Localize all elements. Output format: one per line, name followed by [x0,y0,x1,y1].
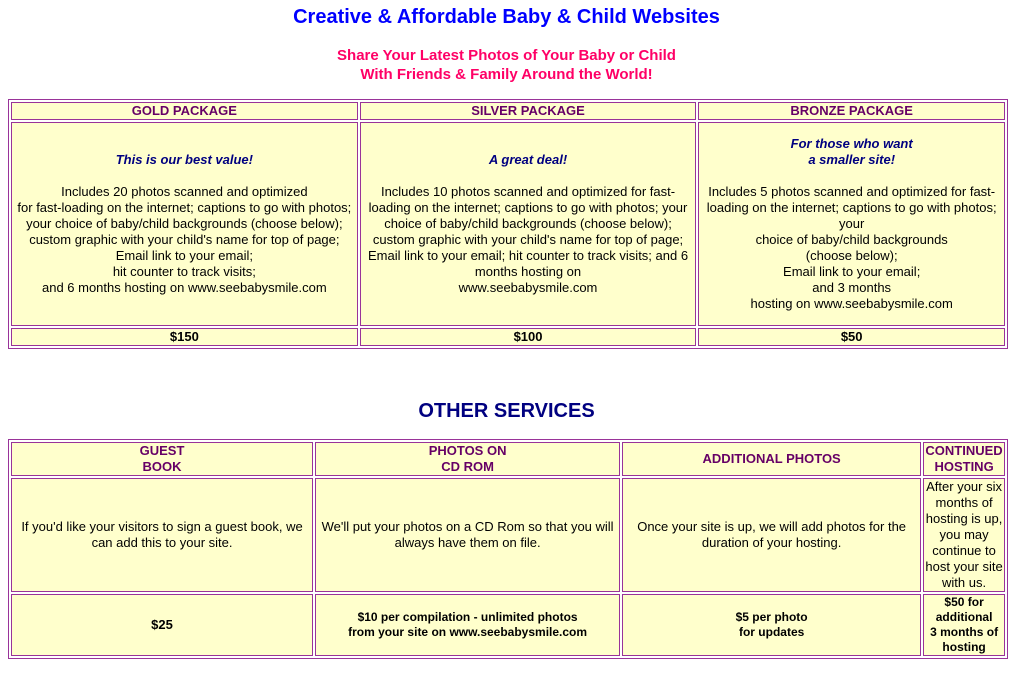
bronze-package-description: Includes 5 photos scanned and optimized for fast-loading on the internet; captions to go with photos; your choice of baby/child backgrounds (choose below); Email link to your email; and 3 months hosting on www.seebabysmile.com [706,184,997,311]
gold-package-description: Includes 20 photos scanned and optimized for fast-loading on the internet; captions to go with photos; your choice of baby/child backgrounds (choose below); custom graphic with your child's name for top of page; Email link to your email; hit counter to track visits; and 6 months hosting on www.seebabysmile.com [17,184,352,295]
gold-package-tagline: This is our best value! [115,152,253,167]
other-services-heading: OTHER SERVICES [418,400,595,422]
other-services-table [8,439,1008,659]
bronze-package-tagline: For those who want a smaller site! [790,136,913,167]
guest-book-header: GUEST BOOK [11,442,313,476]
subtitle-line-1: Share Your Latest Photos of Your Baby or Child [337,47,676,64]
guest-book-price: $25 [11,594,313,656]
bronze-package-details [698,122,1005,326]
silver-package-details [360,122,697,326]
gold-package-details [11,122,358,326]
packages-table [8,99,1008,349]
continued-hosting-description: After your six months of hosting is up, you may continue to host your site with us. [923,478,1005,592]
silver-package-price: $100 [360,328,697,346]
guest-book-description: If you'd like your visitors to sign a guest book, we can add this to your site. [11,478,313,592]
bronze-package-price: $50 [698,328,1005,346]
continued-hosting-price: $50 for additional 3 months of hosting [923,594,1005,656]
photos-cd-rom-price: $10 per compilation - unlimited photos from your site on www.seebabysmile.com [315,594,620,656]
silver-package-tagline: A great deal! [488,152,568,167]
additional-photos-header: ADDITIONAL PHOTOS [622,442,921,476]
page-title: Creative & Affordable Baby & Child Websites [293,6,720,28]
gold-package-header: GOLD PACKAGE [11,102,358,120]
additional-photos-description: Once your site is up, we will add photos for the duration of your hosting. [622,478,921,592]
page-subtitle [0,46,1013,84]
continued-hosting-header: CONTINUED HOSTING [923,442,1005,476]
photos-cd-rom-header: PHOTOS ON CD ROM [315,442,620,476]
photos-cd-rom-description: We'll put your photos on a CD Rom so that you will always have them on file. [315,478,620,592]
silver-package-header: SILVER PACKAGE [360,102,697,120]
silver-package-description: Includes 10 photos scanned and optimized for fast-loading on the internet; captions to go with photos; your choice of baby/child backgrounds (choose below); custom graphic with your child's name for top of page; Email link to your email; hit counter to track visits; and 6 months hosting on www.seebabysmile.com [367,184,689,295]
bronze-package-header: BRONZE PACKAGE [698,102,1005,120]
subtitle-line-2: With Friends & Family Around the World! [360,66,653,83]
additional-photos-price: $5 per photo for updates [622,594,921,656]
gold-package-price: $150 [11,328,358,346]
